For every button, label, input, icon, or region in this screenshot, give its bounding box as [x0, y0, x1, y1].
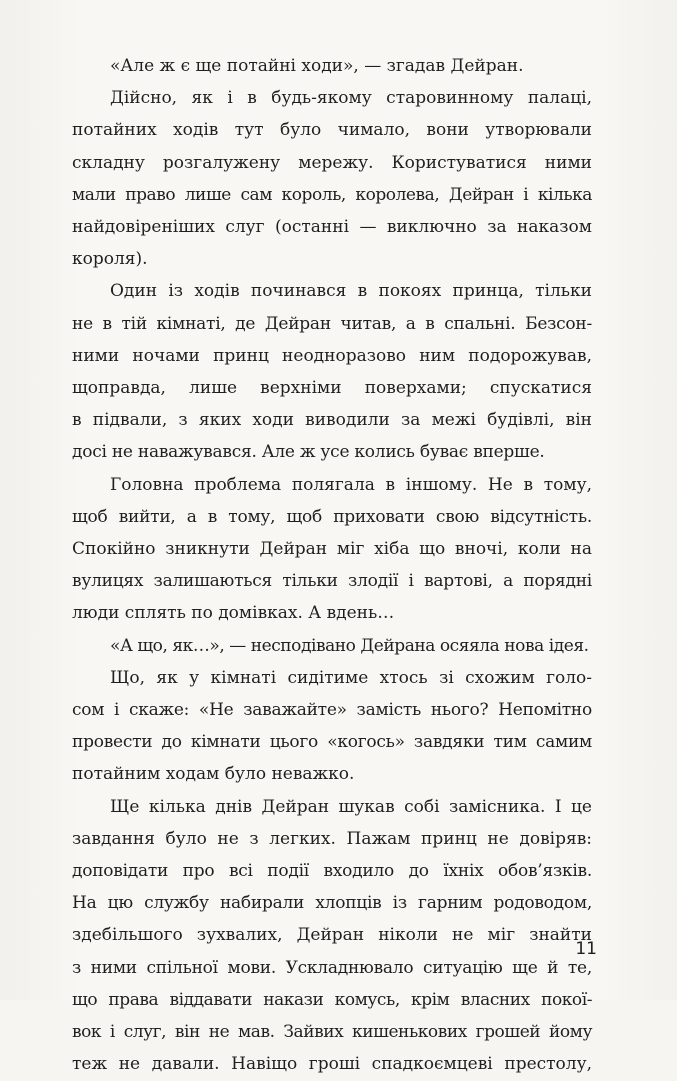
- text-line: мали право лише сам король, королева, Дейран і кілька: [72, 184, 592, 205]
- text-line: Ще кілька днів Дейран шукав собі замісника. І це: [110, 796, 592, 817]
- text-line: потайних ходів тут було чимало, вони утворювали: [72, 120, 592, 141]
- text-line: вок і слуг, він не мав. Зайвих кишенькових грошей йому: [72, 1022, 592, 1043]
- text-line: теж не давали. Навіщо гроші спадкоємцеві престолу,: [72, 1054, 592, 1075]
- paragraph: [72, 791, 592, 1081]
- text-line: Спокійно зникнути Дейран міг хіба що вночі, коли на: [72, 539, 592, 560]
- text-line: найдовіреніших слуг (останні — виключно за наказом: [72, 217, 592, 238]
- paragraph: [72, 275, 592, 468]
- text-line: що права віддавати накази комусь, крім власних покої-: [72, 989, 592, 1010]
- paragraph: [72, 469, 592, 630]
- text-line: ними ночами принц неодноразово ним подорожував,: [72, 345, 592, 366]
- text-line: На цю службу набирали хлопців із гарним родоводом,: [72, 893, 592, 914]
- paragraph: [72, 50, 592, 82]
- text-line: в підвали, з яких ходи виводили за межі будівлі, він: [72, 410, 592, 431]
- text-line: Головна проблема полягала в іншому. Не в тому,: [110, 474, 592, 495]
- text-line: складну розгалужену мережу. Користуватися ними: [72, 152, 592, 173]
- text-line: Дійсно, як і в будь-якому старовинному палаці,: [110, 88, 592, 109]
- text-line: завдання було не з легких. Пажам принц не довіряв:: [72, 828, 592, 849]
- paragraph: [72, 82, 592, 275]
- text-line: короля).: [72, 249, 148, 270]
- text-line: досі не наважувався. Але ж усе колись буває вперше.: [72, 442, 545, 463]
- text-line: здебільшого зухвалих, Дейран ніколи не міг знайти: [72, 925, 592, 946]
- paragraph: [72, 662, 592, 791]
- text-line: Один із ходів починався в покоях принца, тільки: [110, 281, 592, 302]
- text-line: доповідати про всі події входило до їхніх обов’язків.: [72, 861, 592, 882]
- text-line: вулицях залишаються тільки злодії і вартові, а порядні: [72, 571, 592, 592]
- text-line: з ними спільної мови. Ускладнювало ситуацію ще й те,: [72, 957, 592, 978]
- body-text: [72, 50, 592, 1081]
- paragraph: [72, 630, 592, 662]
- text-line: не в тій кімнаті, де Дейран читав, а в спальні. Безсон-: [72, 313, 592, 334]
- text-line: провести до кімнати цього «когось» завдяки тим самим: [72, 732, 592, 753]
- text-line: потайним ходам було неважко.: [72, 764, 355, 785]
- page-number: 11: [575, 939, 597, 959]
- text-line: «А що, як…», — несподівано Дейрана осяяла нова ідея.: [110, 635, 589, 656]
- text-line: «Але ж є ще потайні ходи», — згадав Дейран.: [110, 56, 524, 76]
- text-line: сом і скаже: «Не заважайте» замість нього? Непомітно: [72, 700, 592, 721]
- text-line: щоб вийти, а в тому, щоб приховати свою відсутність.: [72, 506, 592, 527]
- text-line: щоправда, лише верхніми поверхами; спускатися: [72, 378, 592, 399]
- text-line: Що, як у кімнаті сидітиме хтось зі схожим голо-: [110, 667, 592, 688]
- text-line: люди сплять по домівках. А вдень…: [72, 603, 395, 624]
